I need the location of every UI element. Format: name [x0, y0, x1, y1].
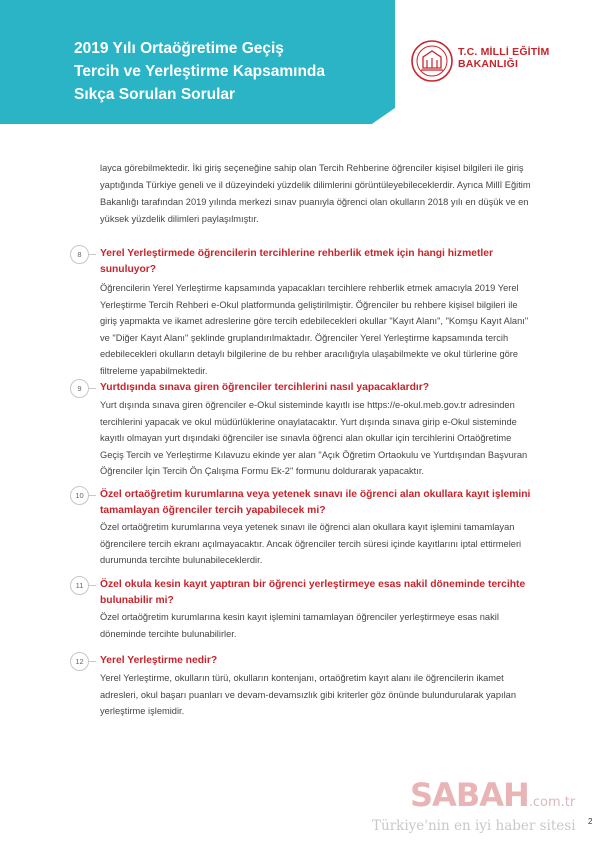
badge-connector — [89, 388, 96, 389]
faq-question: Yurtdışında sınava giren öğrenciler tercihlerini nasıl yapacaklardır? — [100, 382, 430, 393]
meb-emblem-icon — [410, 39, 454, 83]
faq-question: Özel okula kesin kayıt yaptıran bir öğrenci yerleştirmeye esas nakil döneminde tercihte bulunabilir mi? — [100, 579, 526, 606]
faq-question: Yerel Yerleştirme nedir? — [100, 655, 218, 666]
page-number: 2 — [588, 817, 593, 826]
title-line-1: 2019 Yılı Ortaöğretime Geçiş — [74, 40, 284, 57]
watermark-suffix: .com.tr — [528, 795, 576, 810]
question-number-badge: 10 — [70, 486, 89, 505]
faq-question: Özel ortaöğretim kurumlarına veya yetenek sınavı ile öğrenci alan okullara kayıt işlemini tamamlayan öğrenciler tercih yapabilecek mi? — [100, 489, 531, 516]
faq-answer: Yurt dışında sınava giren öğrenciler e-Okul sisteminde kayıtlı ise https://e-okul.meb.gov.tr adresinden tercihlerini yapacak ve okul müdürlüklerine onaylatacaktır. Yurt dışında sınava girip e-Okul sisteminde kayıtlı olmayan yurt dışındaki öğrenciler ise sınavla öğrenci alan okullar için tercihlerini Ortaöğretime Geçiş Tercih ve Yerleştirme Kılavuzu ekinde yer alan "Açık Öğretim Ortaokulu ve Yurtdışından Başvuran Öğrenciler İçin Tercih Ön Çalışma Formu Ek-2" formunu doldurarak yapacaktır. — [100, 400, 528, 476]
document-title — [74, 37, 374, 106]
watermark-slogan: Türkiye'nin en iyi haber sitesi — [372, 818, 576, 834]
badge-connector — [89, 661, 96, 662]
page-header — [0, 0, 600, 124]
question-number-badge: 8 — [70, 245, 89, 264]
faq-answer: Özel ortaöğretim kurumlarına veya yetenek sınavı ile öğrenci alan okullara kayıt işlemini tamamlayan öğrencilere tercih ekranı açılmayacaktır. Ancak öğrenciler tercih süresi içinde kayıtlarını iptal ettirmeleri durumunda tercihte bulunabileceklerdir. — [100, 522, 522, 565]
org-name — [458, 46, 549, 70]
question-number-badge: 11 — [70, 576, 89, 595]
intro-paragraph: layca görebilmektedir. İki giriş seçeneğine sahip olan Tercih Rehberine öğrenciler kişisel bilgileri ile giriş yaptığında Türkiye geneli ve il düzeyindeki yüzdelik dilimlerini görüntüleyebileceklerdir. Ayrıca Millî Eğitim Bakanlığı tarafından 2019 yılında merkezi sınav puanıyla öğrenci olan okulların 2018 yılı en düşük ve en yüksek yüzdelik dilimleri paylaşılmıştır. — [100, 163, 531, 224]
faq-answer: Yerel Yerleştirme, okulların türü, okulların kontenjanı, ortaöğretim kayıt alanı ile öğrencilerin ikamet adresleri, okul başarı puanları ve devam-devamsızlık gibi kriterler göz önünde bulundurularak yapılan yerleştirme işlemidir. — [100, 673, 516, 716]
badge-connector — [89, 585, 96, 586]
faq-answer: Öğrencilerin Yerel Yerleştirme kapsamında yapacakları tercihlere rehberlik etmek amacıyla 2019 Yerel Yerleştirme Tercih Rehberi e-Okul platformunda geliştirilmiştir. Öğrenciler bu rehbere kişisel bilgileri ile giriş yapmakta ve ikamet adreslerine göre tercih edebilecekleri okullar "Kayıt Alanı", "Komşu Kayıt Alanı" ve "Diğer Kayıt Alanı" şeklinde gruplandırılmaktadır. Öğrenciler Yerel Yerleştirme kapsamında tercih edebilecekleri okulların detaylı bilgilerine de bu rehber aracılığıyla ulaşabilmekte ve okul türlerine göre filtreleme yapabilmektedir. — [100, 283, 529, 376]
title-line-2: Tercih ve Yerleştirme Kapsamında — [74, 63, 325, 80]
title-line-3: Sıkça Sorulan Sorular — [74, 86, 236, 103]
org-line-1: T.C. MİLLİ EĞİTİM — [458, 46, 550, 58]
watermark-logo — [410, 776, 575, 814]
badge-connector — [89, 254, 96, 255]
faq-question: Yerel Yerleştirmede öğrencilerin tercihlerine rehberlik etmek için hangi hizmetler sunuluyor? — [100, 248, 493, 275]
org-line-2: BAKANLIĞI — [458, 58, 519, 70]
faq-answer: Özel ortaöğretim kurumlarına kesin kayıt işlemini tamamlayan öğrenciler yerleştirmeye esas nakil döneminde tercihte bulunabilirler. — [100, 612, 499, 639]
badge-connector — [89, 495, 96, 496]
question-number-badge: 9 — [70, 379, 89, 398]
question-number-badge: 12 — [70, 652, 89, 671]
watermark-brand: SABAH — [410, 776, 529, 814]
